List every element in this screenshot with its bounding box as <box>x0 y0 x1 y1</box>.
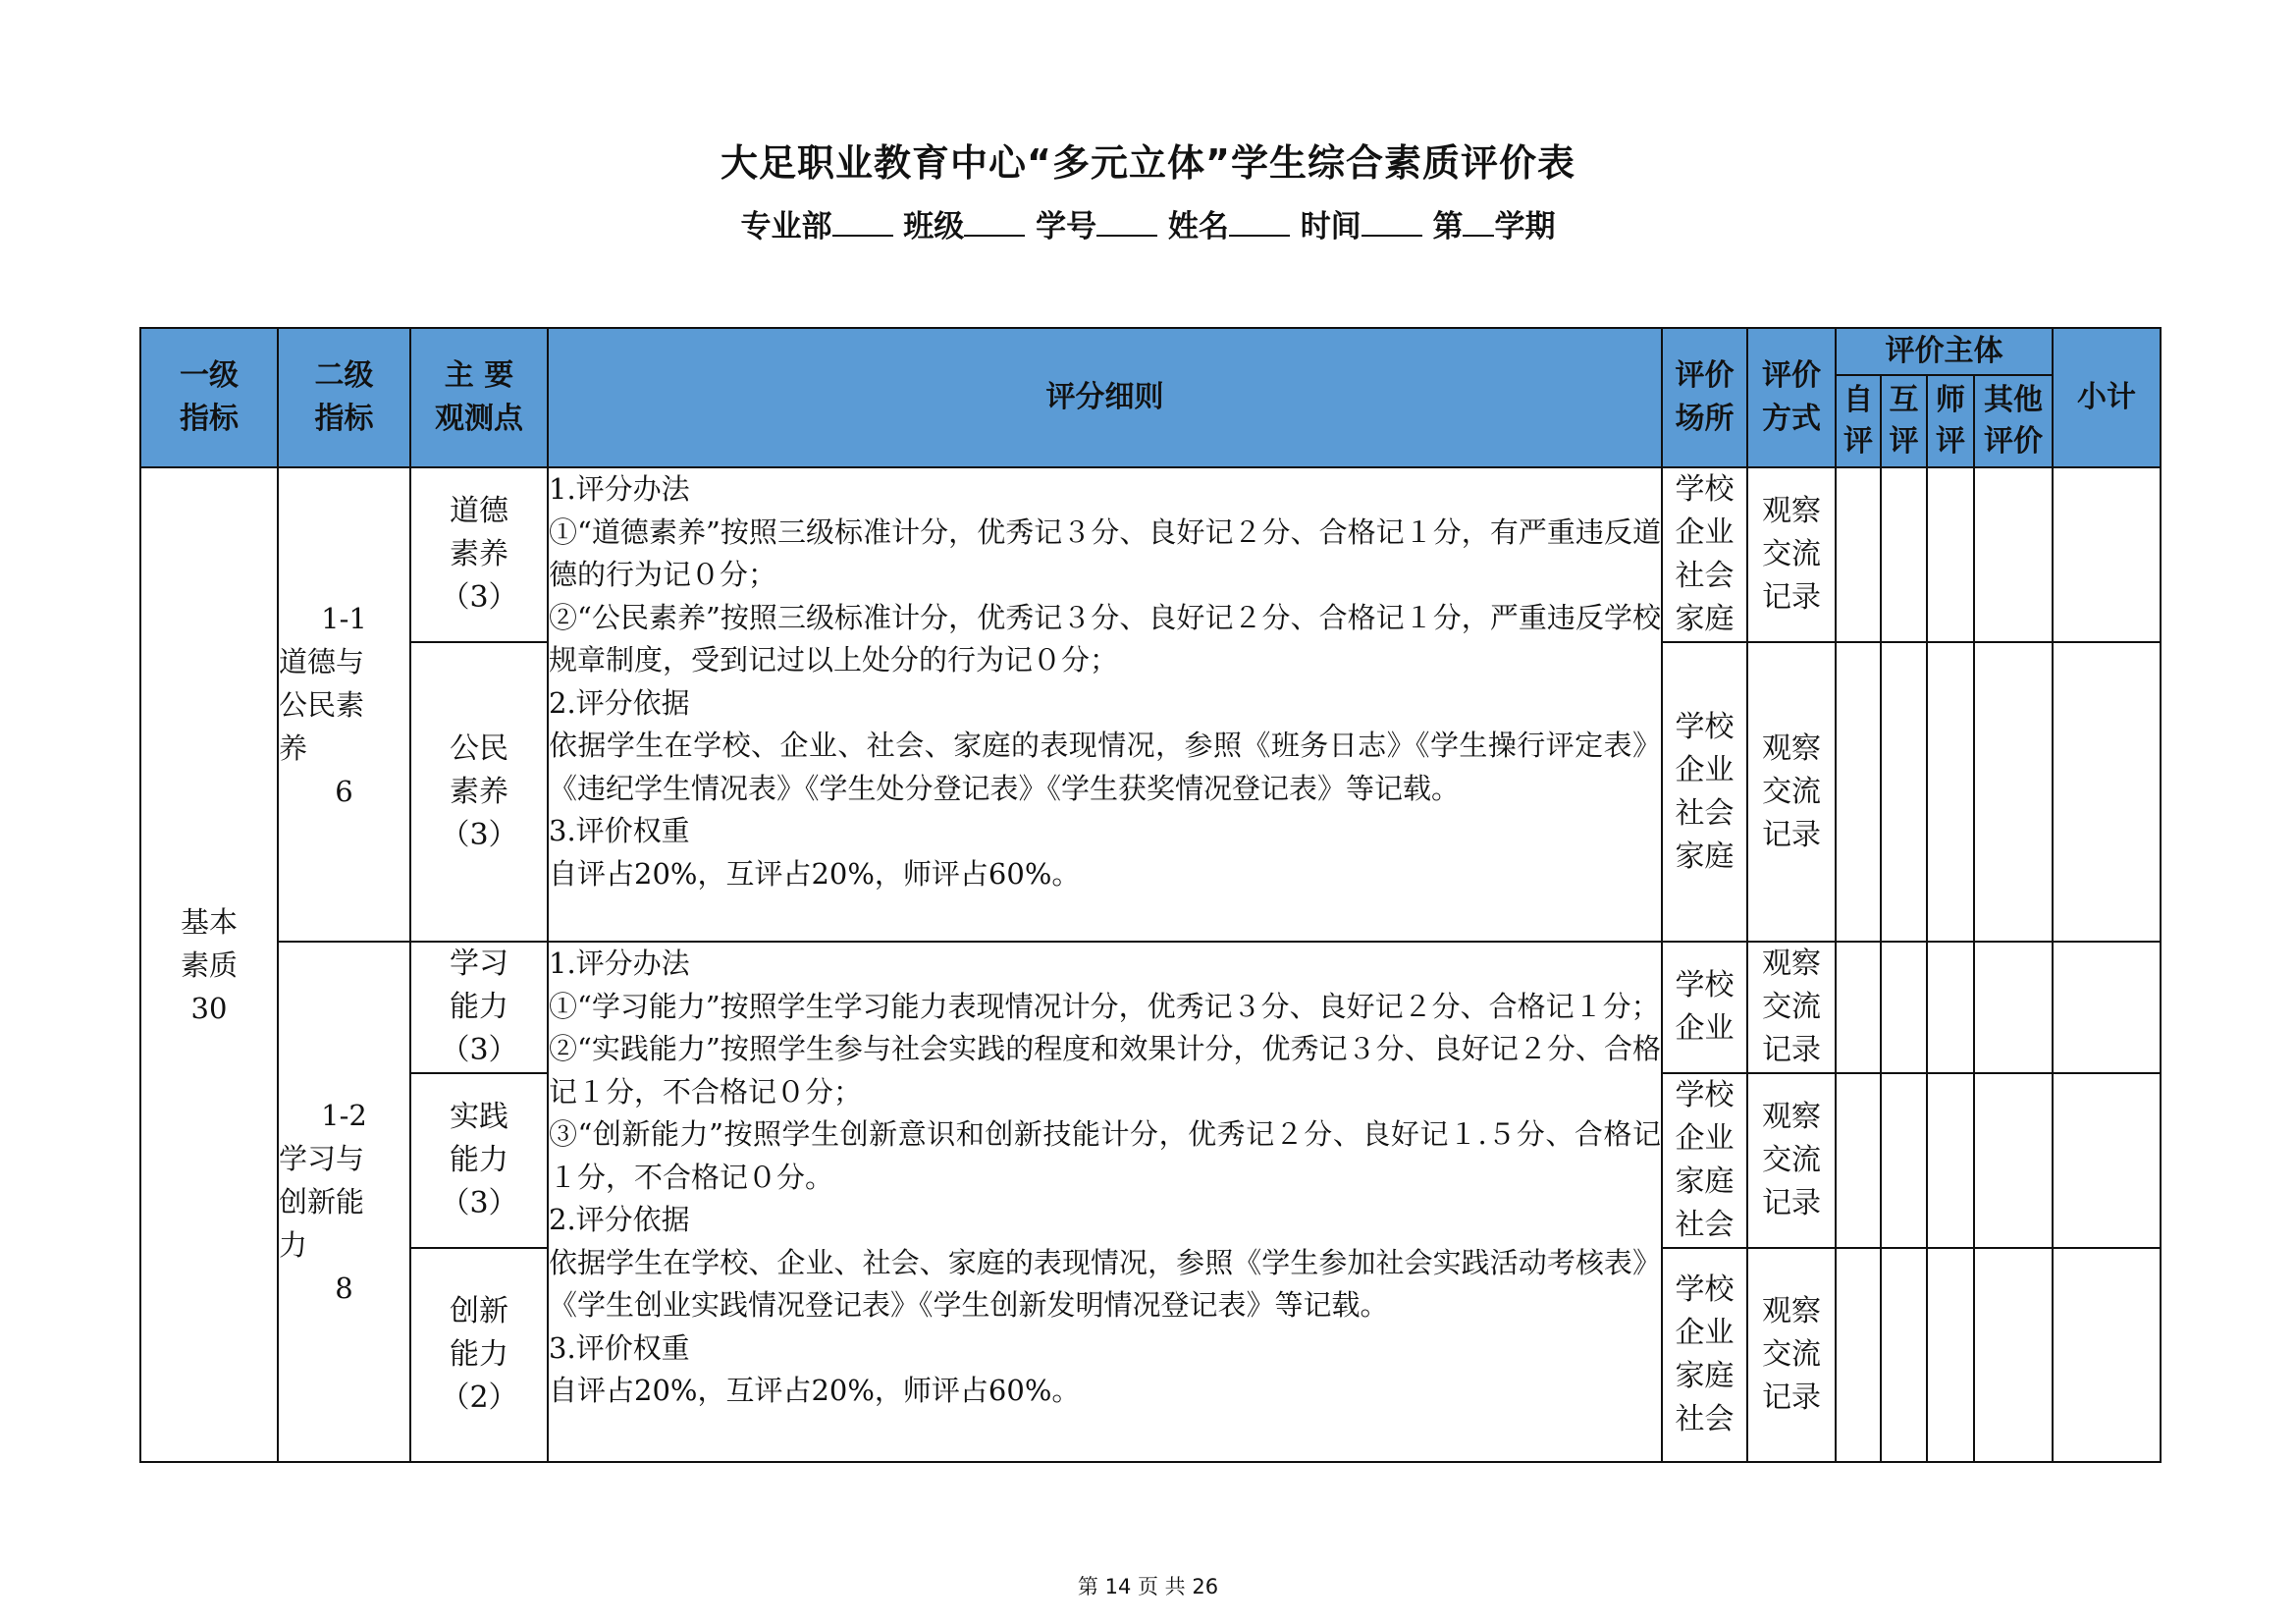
other-score-cell[interactable] <box>1974 1248 2053 1462</box>
self-score-cell[interactable] <box>1836 642 1881 942</box>
header-method: 评价 方式 <box>1747 328 1836 467</box>
footer-middle: 页 共 <box>1138 1575 1186 1598</box>
table-row <box>140 467 2161 642</box>
peer-score-cell[interactable] <box>1881 467 1927 642</box>
method-cell: 观察 交流 记录 <box>1747 1248 1836 1462</box>
subtotal-cell[interactable] <box>2053 1248 2161 1462</box>
detail-cell-1: 1.评分办法 ①“道德素养”按照三级标准计分，优秀记３分、良好记２分、合格记１分，有严重违反道德的行为记０分； ②“公民素养”按照三级标准计分，优秀记３分、良好记２分、合格记１分，严重违反学校规章制度，受到记过以上处分的行为记０分； 2.评分依据 依据学生在学校、企业、社会、家庭的表现情况，参照《班务日志》《学生操行评定表》《违纪学生情况表》《学生处分登记表》《学生获奖情况登记表》等记载。 3.评价权重 自评占20%，互评占20%，师评占60%。 <box>548 467 1662 942</box>
dept-label: 专业部 <box>740 209 832 244</box>
header-subtotal: 小计 <box>2053 328 2161 467</box>
point-cell: 道德 素养 （3） <box>410 467 548 642</box>
self-score-cell[interactable] <box>1836 1073 1881 1248</box>
dept-blank[interactable] <box>832 209 893 237</box>
time-blank[interactable] <box>1362 209 1422 237</box>
form-subtitle <box>0 201 2296 245</box>
level2-cell-2: 1-2 学习与 创新能 力 8 <box>278 942 410 1462</box>
venue-cell: 学校 企业 社会 家庭 <box>1662 642 1747 942</box>
point-cell: 实践 能力 （3） <box>410 1073 548 1248</box>
point-cell: 创新 能力 （2） <box>410 1248 548 1462</box>
other-score-cell[interactable] <box>1974 942 2053 1073</box>
level1-cell: 基本 素质 30 <box>140 467 278 1462</box>
peer-score-cell[interactable] <box>1881 1073 1927 1248</box>
footer-prefix: 第 <box>1077 1575 1098 1598</box>
subtotal-cell[interactable] <box>2053 1073 2161 1248</box>
point-cell: 公民 素养 （3） <box>410 642 548 942</box>
point-cell: 学习 能力 （3） <box>410 942 548 1073</box>
term-blank[interactable] <box>1463 209 1494 237</box>
method-cell: 观察 交流 记录 <box>1747 1073 1836 1248</box>
term-prefix: 第 <box>1432 209 1464 244</box>
page-footer <box>0 1571 2296 1600</box>
name-label: 姓名 <box>1167 209 1229 244</box>
venue-cell: 学校 企业 家庭 社会 <box>1662 1248 1747 1462</box>
table-row <box>140 942 2161 1073</box>
header-peer: 互 评 <box>1881 375 1927 467</box>
subtotal-cell[interactable] <box>2053 942 2161 1073</box>
evaluation-table <box>139 327 2162 1463</box>
form-title: 大足职业教育中心“多元立体”学生综合素质评价表 <box>721 141 1575 185</box>
header-subject: 评价主体 <box>1836 328 2053 375</box>
teacher-score-cell[interactable] <box>1927 942 1974 1073</box>
teacher-score-cell[interactable] <box>1927 642 1974 942</box>
header-self: 自 评 <box>1836 375 1881 467</box>
self-score-cell[interactable] <box>1836 467 1881 642</box>
header-venue: 评价 场所 <box>1662 328 1747 467</box>
subtotal-cell[interactable] <box>2053 642 2161 942</box>
other-score-cell[interactable] <box>1974 642 2053 942</box>
venue-cell: 学校 企业 社会 家庭 <box>1662 467 1747 642</box>
class-label: 班级 <box>903 209 965 244</box>
header-level2: 二级 指标 <box>278 328 410 467</box>
subtotal-cell[interactable] <box>2053 467 2161 642</box>
student-no-blank[interactable] <box>1096 209 1157 237</box>
other-score-cell[interactable] <box>1974 1073 2053 1248</box>
detail-cell-2: 1.评分办法 ①“学习能力”按照学生学习能力表现情况计分，优秀记３分、良好记２分、合格记１分； ②“实践能力”按照学生参与社会实践的程度和效果计分，优秀记３分、良好记２分、合格记１分，不合格记０分； ③“创新能力”按照学生创新意识和创新技能计分，优秀记２分、良好记１.５分、合格记１分，不合格记０分。 2.评分依据 依据学生在学校、企业、社会、家庭的表现情况，参照《学生参加社会实践活动考核表》《学生创业实践情况登记表》《学生创新发明情况登记表》等记载。 3.评价权重 自评占20%，互评占20%，师评占60%。 <box>548 942 1662 1462</box>
header-main-points: 主 要 观测点 <box>410 328 548 467</box>
footer-total-pages: 26 <box>1192 1575 1219 1598</box>
method-cell: 观察 交流 记录 <box>1747 942 1836 1073</box>
header-teacher: 师 评 <box>1927 375 1974 467</box>
method-cell: 观察 交流 记录 <box>1747 642 1836 942</box>
peer-score-cell[interactable] <box>1881 1248 1927 1462</box>
other-score-cell[interactable] <box>1974 467 2053 642</box>
header-other: 其他 评价 <box>1974 375 2053 467</box>
peer-score-cell[interactable] <box>1881 942 1927 1073</box>
student-no-label: 学号 <box>1036 209 1097 244</box>
self-score-cell[interactable] <box>1836 1248 1881 1462</box>
peer-score-cell[interactable] <box>1881 642 1927 942</box>
term-suffix: 学期 <box>1494 209 1556 244</box>
header-detail: 评分细则 <box>548 328 1662 467</box>
class-blank[interactable] <box>964 209 1025 237</box>
footer-page-number: 14 <box>1104 1575 1132 1598</box>
method-cell: 观察 交流 记录 <box>1747 467 1836 642</box>
header-level1: 一级 指标 <box>140 328 278 467</box>
teacher-score-cell[interactable] <box>1927 1248 1974 1462</box>
time-label: 时间 <box>1300 209 1362 244</box>
venue-cell: 学校 企业 家庭 社会 <box>1662 1073 1747 1248</box>
self-score-cell[interactable] <box>1836 942 1881 1073</box>
name-blank[interactable] <box>1229 209 1290 237</box>
teacher-score-cell[interactable] <box>1927 1073 1974 1248</box>
teacher-score-cell[interactable] <box>1927 467 1974 642</box>
level2-cell-1: 1-1 道德与 公民素 养 6 <box>278 467 410 942</box>
venue-cell: 学校 企业 <box>1662 942 1747 1073</box>
